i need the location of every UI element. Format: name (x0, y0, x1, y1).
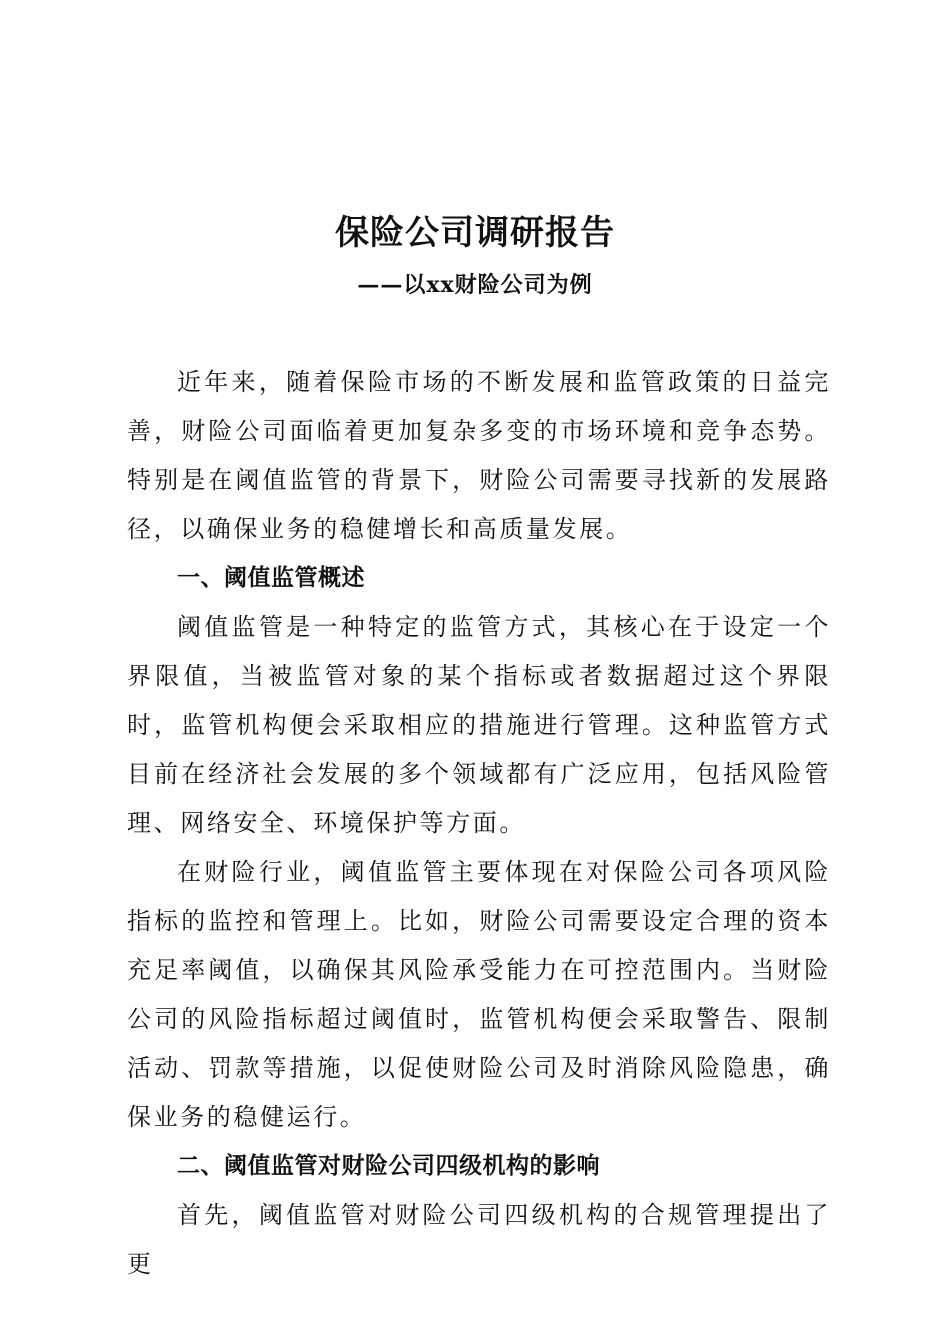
document-title: 保险公司调研报告 (335, 213, 615, 253)
section1-paragraph-2: 在财险行业，阈值监管主要体现在对保险公司各项风险指标的监控和管理上。比如，财险公司需要设定合理的资本充足率阈值，以确保其风险承受能力在可控范围内。当财险公司的风险指标超过阈值时，监管机构便会采取警告、限制活动、罚款等措施，以促使财险公司及时消除风险隐患，确保业务的稳健运行。 (127, 858, 831, 1131)
document-subtitle: ——以xx财险公司为例 (357, 272, 593, 298)
section-heading-2: 二、阈值监管对财险公司四级机构的影响 (177, 1153, 600, 1179)
section1-paragraph-1: 阈值监管是一种特定的监管方式，其核心在于设定一个界限值，当被监管对象的某个指标或者数据超过这个界限时，监管机构便会采取相应的措施进行管理。这种监管方式目前在经济社会发展的多个领域都有广泛应用，包括风险管理、网络安全、环境保护等方面。 (127, 613, 831, 837)
document-body (127, 358, 831, 1289)
section2-paragraph-1: 首先，阈值监管对财险公司四级机构的合规管理提出了更 (127, 1201, 831, 1278)
section-heading-1: 一、阈值监管概述 (177, 565, 365, 591)
intro-paragraph: 近年来，随着保险市场的不断发展和监管政策的日益完善，财险公司面临着更加复杂多变的市场环境和竞争态势。特别是在阈值监管的背景下，财险公司需要寻找新的发展路径，以确保业务的稳健增长和高质量发展。 (127, 368, 831, 543)
